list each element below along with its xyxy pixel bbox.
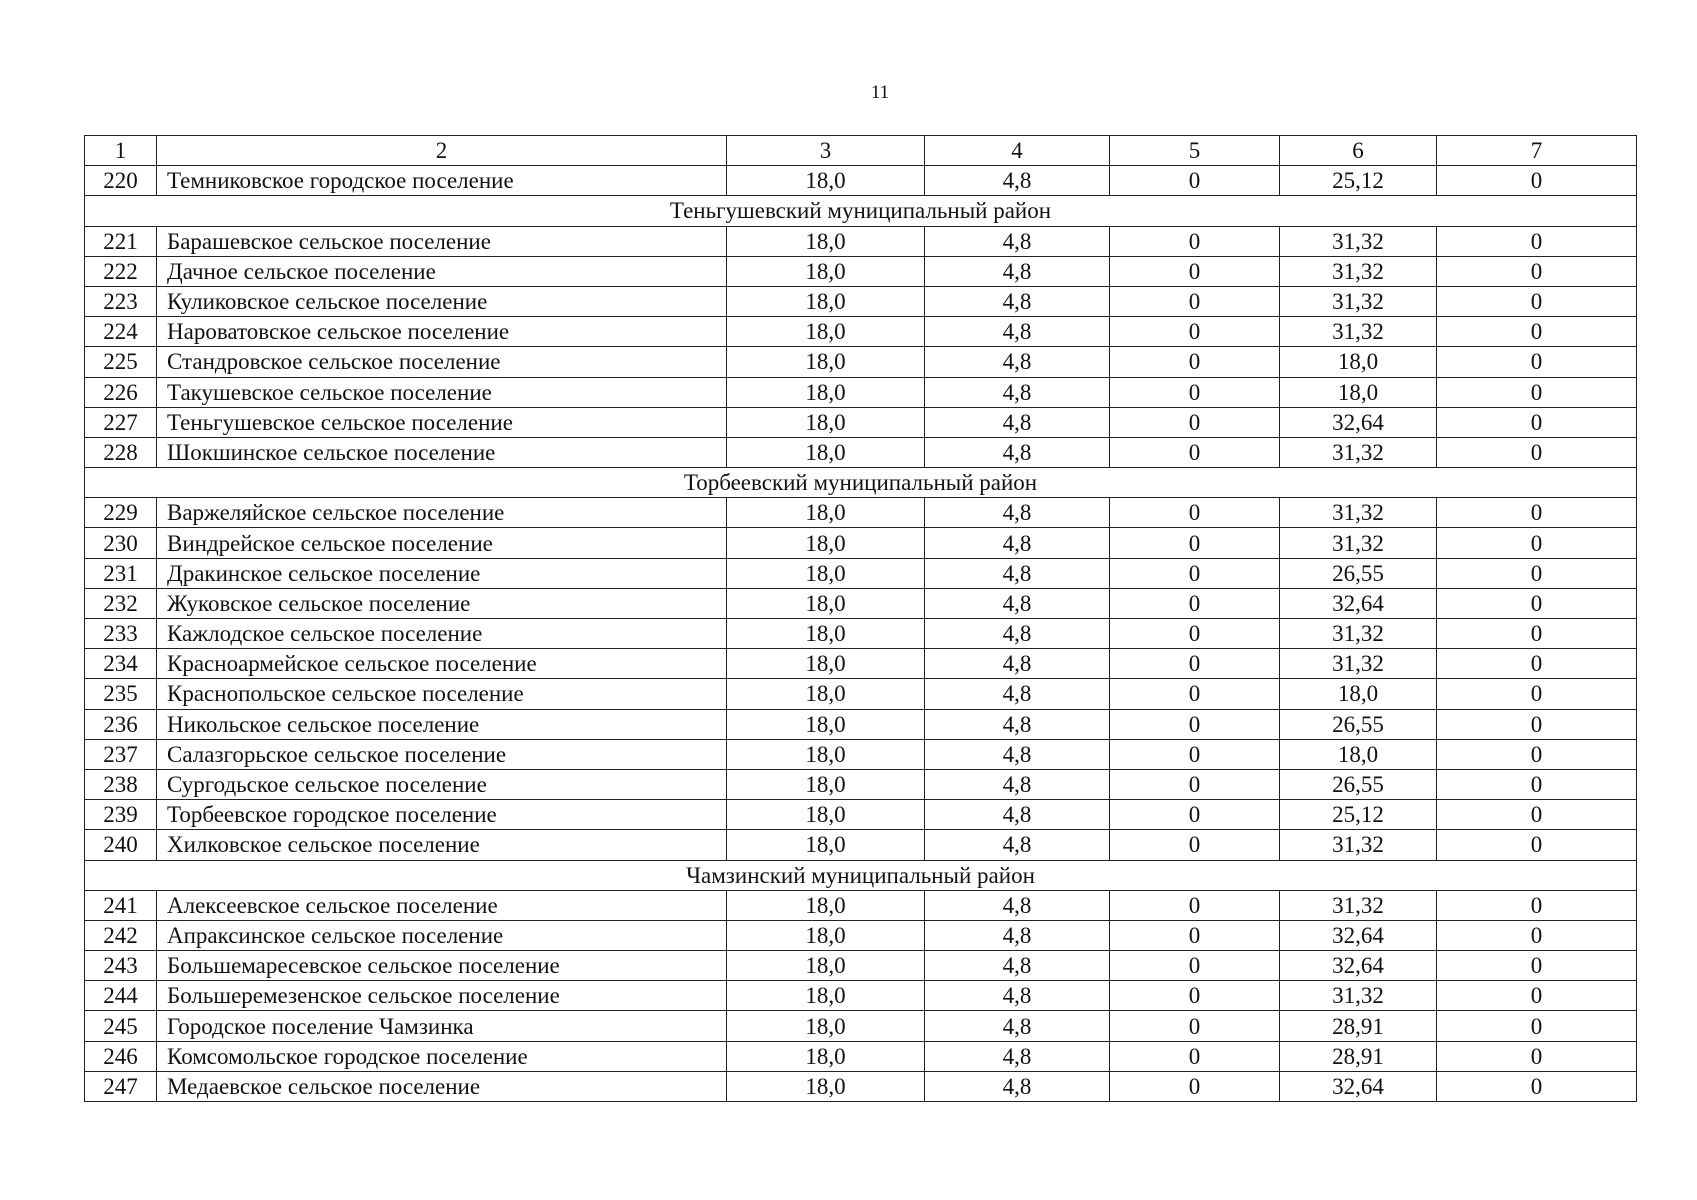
- table-row: [85, 769, 1637, 799]
- col-6-cell: 31,32: [1280, 226, 1437, 256]
- col-5-cell: 0: [1110, 739, 1280, 769]
- col-3-cell: 18,0: [727, 800, 925, 830]
- col-7-cell: 0: [1437, 800, 1637, 830]
- col-5-cell: 0: [1110, 256, 1280, 286]
- col-3-cell: 18,0: [727, 769, 925, 799]
- col-6-cell: 31,32: [1280, 437, 1437, 467]
- col-7-cell: 0: [1437, 830, 1637, 860]
- settlement-name-cell: Хилковское сельское поселение: [157, 830, 727, 860]
- settlement-name-cell: Комсомольское городское поселение: [157, 1041, 727, 1071]
- settlement-name-cell: Сургодьское сельское поселение: [157, 769, 727, 799]
- col-4-cell: 4,8: [925, 951, 1110, 981]
- col-3-cell: 18,0: [727, 679, 925, 709]
- settlement-name-cell: Никольское сельское поселение: [157, 709, 727, 739]
- table-row: [85, 709, 1637, 739]
- header-col-6: 6: [1280, 136, 1437, 166]
- col-4-cell: 4,8: [925, 769, 1110, 799]
- section-row: [85, 860, 1637, 890]
- col-7-cell: 0: [1437, 498, 1637, 528]
- col-5-cell: 0: [1110, 226, 1280, 256]
- col-6-cell: 18,0: [1280, 739, 1437, 769]
- table-row: [85, 317, 1637, 347]
- row-number-cell: 241: [85, 890, 157, 920]
- table-row: [85, 347, 1637, 377]
- settlement-name-cell: Нароватовское сельское поселение: [157, 317, 727, 347]
- col-3-cell: 18,0: [727, 709, 925, 739]
- table-row: [85, 739, 1637, 769]
- col-6-cell: 28,91: [1280, 1011, 1437, 1041]
- col-7-cell: 0: [1437, 890, 1637, 920]
- col-5-cell: 0: [1110, 920, 1280, 950]
- row-number-cell: 232: [85, 588, 157, 618]
- col-5-cell: 0: [1110, 830, 1280, 860]
- col-3-cell: 18,0: [727, 226, 925, 256]
- col-6-cell: 25,12: [1280, 166, 1437, 196]
- settlement-name-cell: Красноармейское сельское поселение: [157, 649, 727, 679]
- col-6-cell: 31,32: [1280, 649, 1437, 679]
- table-row: [85, 437, 1637, 467]
- table-header: [85, 136, 1637, 166]
- section-title: Торбеевский муниципальный район: [85, 468, 1637, 498]
- row-number-cell: 221: [85, 226, 157, 256]
- col-4-cell: 4,8: [925, 528, 1110, 558]
- settlement-name-cell: Барашевское сельское поселение: [157, 226, 727, 256]
- col-3-cell: 18,0: [727, 1011, 925, 1041]
- col-3-cell: 18,0: [727, 256, 925, 286]
- row-number-cell: 236: [85, 709, 157, 739]
- settlement-name-cell: Теньгушевское сельское поселение: [157, 407, 727, 437]
- table-row: [85, 226, 1637, 256]
- col-6-cell: 31,32: [1280, 286, 1437, 316]
- col-4-cell: 4,8: [925, 317, 1110, 347]
- settlement-name-cell: Городское поселение Чамзинка: [157, 1011, 727, 1041]
- col-4-cell: 4,8: [925, 558, 1110, 588]
- col-6-cell: 26,55: [1280, 709, 1437, 739]
- col-7-cell: 0: [1437, 649, 1637, 679]
- col-5-cell: 0: [1110, 558, 1280, 588]
- settlement-name-cell: Куликовское сельское поселение: [157, 286, 727, 316]
- col-5-cell: 0: [1110, 377, 1280, 407]
- col-6-cell: 31,32: [1280, 619, 1437, 649]
- row-number-cell: 244: [85, 981, 157, 1011]
- col-4-cell: 4,8: [925, 407, 1110, 437]
- col-7-cell: 0: [1437, 166, 1637, 196]
- header-col-4: 4: [925, 136, 1110, 166]
- col-3-cell: 18,0: [727, 830, 925, 860]
- col-4-cell: 4,8: [925, 830, 1110, 860]
- header-col-3: 3: [727, 136, 925, 166]
- col-4-cell: 4,8: [925, 166, 1110, 196]
- col-3-cell: 18,0: [727, 890, 925, 920]
- col-4-cell: 4,8: [925, 619, 1110, 649]
- table-row: [85, 920, 1637, 950]
- row-number-cell: 240: [85, 830, 157, 860]
- col-7-cell: 0: [1437, 1011, 1637, 1041]
- col-3-cell: 18,0: [727, 498, 925, 528]
- settlement-name-cell: Шокшинское сельское поселение: [157, 437, 727, 467]
- col-7-cell: 0: [1437, 558, 1637, 588]
- col-4-cell: 4,8: [925, 347, 1110, 377]
- table-row: [85, 377, 1637, 407]
- col-6-cell: 18,0: [1280, 347, 1437, 377]
- settlement-name-cell: Краснопольское сельское поселение: [157, 679, 727, 709]
- col-4-cell: 4,8: [925, 498, 1110, 528]
- col-5-cell: 0: [1110, 981, 1280, 1011]
- header-col-5: 5: [1110, 136, 1280, 166]
- col-3-cell: 18,0: [727, 437, 925, 467]
- col-4-cell: 4,8: [925, 739, 1110, 769]
- row-number-cell: 235: [85, 679, 157, 709]
- col-4-cell: 4,8: [925, 437, 1110, 467]
- col-6-cell: 32,64: [1280, 1071, 1437, 1101]
- col-4-cell: 4,8: [925, 226, 1110, 256]
- col-3-cell: 18,0: [727, 377, 925, 407]
- col-4-cell: 4,8: [925, 679, 1110, 709]
- col-6-cell: 32,64: [1280, 951, 1437, 981]
- col-7-cell: 0: [1437, 1071, 1637, 1101]
- settlement-name-cell: Дракинское сельское поселение: [157, 558, 727, 588]
- col-6-cell: 31,32: [1280, 890, 1437, 920]
- col-3-cell: 18,0: [727, 166, 925, 196]
- col-7-cell: 0: [1437, 286, 1637, 316]
- col-5-cell: 0: [1110, 317, 1280, 347]
- row-number-cell: 222: [85, 256, 157, 286]
- row-number-cell: 228: [85, 437, 157, 467]
- col-6-cell: 31,32: [1280, 498, 1437, 528]
- col-7-cell: 0: [1437, 226, 1637, 256]
- col-3-cell: 18,0: [727, 347, 925, 377]
- section-row: [85, 196, 1637, 226]
- table-row: [85, 256, 1637, 286]
- table-row: [85, 830, 1637, 860]
- col-5-cell: 0: [1110, 951, 1280, 981]
- col-5-cell: 0: [1110, 679, 1280, 709]
- table-body: [85, 166, 1637, 1102]
- section-row: [85, 468, 1637, 498]
- table-row: [85, 619, 1637, 649]
- settlement-name-cell: Варжеляйское сельское поселение: [157, 498, 727, 528]
- col-7-cell: 0: [1437, 769, 1637, 799]
- col-4-cell: 4,8: [925, 649, 1110, 679]
- col-3-cell: 18,0: [727, 1041, 925, 1071]
- col-3-cell: 18,0: [727, 317, 925, 347]
- col-6-cell: 26,55: [1280, 558, 1437, 588]
- row-number-cell: 223: [85, 286, 157, 316]
- settlement-name-cell: Апраксинское сельское поселение: [157, 920, 727, 950]
- section-title: Чамзинский муниципальный район: [85, 860, 1637, 890]
- col-5-cell: 0: [1110, 769, 1280, 799]
- settlement-name-cell: Стандровское сельское поселение: [157, 347, 727, 377]
- settlement-name-cell: Большемаресевское сельское поселение: [157, 951, 727, 981]
- col-3-cell: 18,0: [727, 558, 925, 588]
- settlement-name-cell: Дачное сельское поселение: [157, 256, 727, 286]
- col-6-cell: 32,64: [1280, 588, 1437, 618]
- table-row: [85, 166, 1637, 196]
- col-4-cell: 4,8: [925, 800, 1110, 830]
- col-6-cell: 31,32: [1280, 981, 1437, 1011]
- col-3-cell: 18,0: [727, 528, 925, 558]
- col-4-cell: 4,8: [925, 256, 1110, 286]
- section-title: Теньгушевский муниципальный район: [85, 196, 1637, 226]
- col-6-cell: 32,64: [1280, 920, 1437, 950]
- page-number: 11: [870, 82, 890, 103]
- col-4-cell: 4,8: [925, 709, 1110, 739]
- col-3-cell: 18,0: [727, 588, 925, 618]
- settlement-name-cell: Торбеевское городское поселение: [157, 800, 727, 830]
- col-5-cell: 0: [1110, 347, 1280, 377]
- table-row: [85, 588, 1637, 618]
- col-3-cell: 18,0: [727, 920, 925, 950]
- table-row: [85, 800, 1637, 830]
- col-5-cell: 0: [1110, 1041, 1280, 1071]
- col-6-cell: 26,55: [1280, 769, 1437, 799]
- col-7-cell: 0: [1437, 1041, 1637, 1071]
- table-row: [85, 649, 1637, 679]
- col-6-cell: 31,32: [1280, 256, 1437, 286]
- col-3-cell: 18,0: [727, 649, 925, 679]
- col-5-cell: 0: [1110, 437, 1280, 467]
- header-col-7: 7: [1437, 136, 1637, 166]
- col-6-cell: 25,12: [1280, 800, 1437, 830]
- col-7-cell: 0: [1437, 407, 1637, 437]
- col-4-cell: 4,8: [925, 890, 1110, 920]
- col-7-cell: 0: [1437, 981, 1637, 1011]
- row-number-cell: 247: [85, 1071, 157, 1101]
- row-number-cell: 246: [85, 1041, 157, 1071]
- col-5-cell: 0: [1110, 498, 1280, 528]
- table-row: [85, 1011, 1637, 1041]
- row-number-cell: 239: [85, 800, 157, 830]
- row-number-cell: 231: [85, 558, 157, 588]
- settlement-name-cell: Большеремезенское сельское поселение: [157, 981, 727, 1011]
- col-7-cell: 0: [1437, 709, 1637, 739]
- row-number-cell: 227: [85, 407, 157, 437]
- table-row: [85, 528, 1637, 558]
- col-4-cell: 4,8: [925, 1011, 1110, 1041]
- header-row: [85, 136, 1637, 166]
- settlement-name-cell: Медаевское сельское поселение: [157, 1071, 727, 1101]
- col-7-cell: 0: [1437, 679, 1637, 709]
- settlement-name-cell: Темниковское городское поселение: [157, 166, 727, 196]
- header-col-1: 1: [85, 136, 157, 166]
- col-3-cell: 18,0: [727, 1071, 925, 1101]
- row-number-cell: 242: [85, 920, 157, 950]
- table-row: [85, 951, 1637, 981]
- settlement-name-cell: Жуковское сельское поселение: [157, 588, 727, 618]
- col-7-cell: 0: [1437, 619, 1637, 649]
- settlement-name-cell: Алексеевское сельское поселение: [157, 890, 727, 920]
- col-7-cell: 0: [1437, 377, 1637, 407]
- settlement-name-cell: Салазгорьское сельское поселение: [157, 739, 727, 769]
- table-row: [85, 981, 1637, 1011]
- row-number-cell: 237: [85, 739, 157, 769]
- col-4-cell: 4,8: [925, 1041, 1110, 1071]
- row-number-cell: 229: [85, 498, 157, 528]
- col-6-cell: 18,0: [1280, 679, 1437, 709]
- col-6-cell: 18,0: [1280, 377, 1437, 407]
- col-7-cell: 0: [1437, 951, 1637, 981]
- col-5-cell: 0: [1110, 528, 1280, 558]
- row-number-cell: 243: [85, 951, 157, 981]
- row-number-cell: 233: [85, 619, 157, 649]
- col-5-cell: 0: [1110, 619, 1280, 649]
- col-5-cell: 0: [1110, 709, 1280, 739]
- table-row: [85, 407, 1637, 437]
- col-3-cell: 18,0: [727, 951, 925, 981]
- col-6-cell: 28,91: [1280, 1041, 1437, 1071]
- col-3-cell: 18,0: [727, 619, 925, 649]
- col-7-cell: 0: [1437, 317, 1637, 347]
- data-table-container: [84, 135, 1637, 1102]
- row-number-cell: 225: [85, 347, 157, 377]
- table-row: [85, 1071, 1637, 1101]
- col-3-cell: 18,0: [727, 286, 925, 316]
- settlement-name-cell: Кажлодское сельское поселение: [157, 619, 727, 649]
- col-5-cell: 0: [1110, 588, 1280, 618]
- col-5-cell: 0: [1110, 286, 1280, 316]
- col-7-cell: 0: [1437, 256, 1637, 286]
- col-6-cell: 32,64: [1280, 407, 1437, 437]
- col-4-cell: 4,8: [925, 1071, 1110, 1101]
- col-7-cell: 0: [1437, 437, 1637, 467]
- settlement-name-cell: Такушевское сельское поселение: [157, 377, 727, 407]
- col-7-cell: 0: [1437, 920, 1637, 950]
- table-row: [85, 890, 1637, 920]
- col-6-cell: 31,32: [1280, 317, 1437, 347]
- col-5-cell: 0: [1110, 649, 1280, 679]
- header-col-2: 2: [157, 136, 727, 166]
- col-7-cell: 0: [1437, 588, 1637, 618]
- table-row: [85, 498, 1637, 528]
- col-4-cell: 4,8: [925, 286, 1110, 316]
- col-5-cell: 0: [1110, 407, 1280, 437]
- col-7-cell: 0: [1437, 347, 1637, 377]
- settlement-name-cell: Виндрейское сельское поселение: [157, 528, 727, 558]
- col-4-cell: 4,8: [925, 588, 1110, 618]
- col-5-cell: 0: [1110, 1071, 1280, 1101]
- col-5-cell: 0: [1110, 800, 1280, 830]
- row-number-cell: 245: [85, 1011, 157, 1041]
- row-number-cell: 226: [85, 377, 157, 407]
- col-5-cell: 0: [1110, 166, 1280, 196]
- col-3-cell: 18,0: [727, 407, 925, 437]
- data-table: [84, 135, 1637, 1102]
- row-number-cell: 234: [85, 649, 157, 679]
- col-7-cell: 0: [1437, 739, 1637, 769]
- row-number-cell: 220: [85, 166, 157, 196]
- table-row: [85, 679, 1637, 709]
- col-4-cell: 4,8: [925, 981, 1110, 1011]
- col-5-cell: 0: [1110, 1011, 1280, 1041]
- row-number-cell: 230: [85, 528, 157, 558]
- col-4-cell: 4,8: [925, 920, 1110, 950]
- table-row: [85, 558, 1637, 588]
- col-6-cell: 31,32: [1280, 528, 1437, 558]
- col-3-cell: 18,0: [727, 981, 925, 1011]
- table-row: [85, 286, 1637, 316]
- row-number-cell: 224: [85, 317, 157, 347]
- col-4-cell: 4,8: [925, 377, 1110, 407]
- col-7-cell: 0: [1437, 528, 1637, 558]
- col-6-cell: 31,32: [1280, 830, 1437, 860]
- col-5-cell: 0: [1110, 890, 1280, 920]
- row-number-cell: 238: [85, 769, 157, 799]
- table-row: [85, 1041, 1637, 1071]
- col-3-cell: 18,0: [727, 739, 925, 769]
